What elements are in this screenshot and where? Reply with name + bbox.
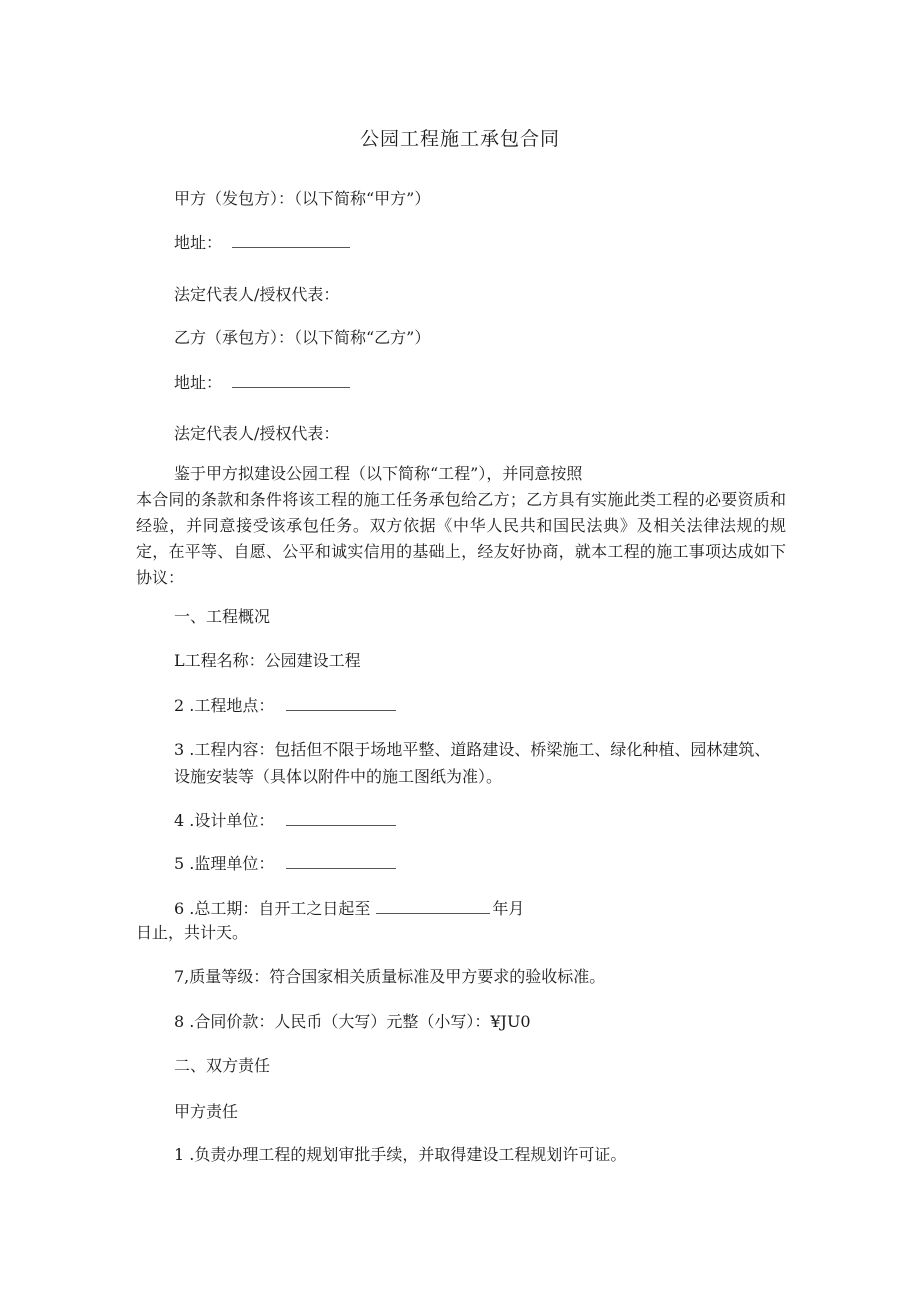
- location-blank: [286, 697, 396, 711]
- item-supervision-unit: 5 .监理单位：: [174, 851, 396, 874]
- address-label: 地址：: [174, 373, 223, 392]
- intro-paragraph: [136, 461, 786, 591]
- item-total-period-end: 日止，共计天。: [136, 923, 249, 942]
- duty-item-1: 1 .负责办理工程的规划审批手续，并取得建设工程规划许可证。: [174, 1145, 627, 1164]
- intro-body: 本合同的条款和条件将该工程的施工任务承包给乙方；乙方具有实施此类工程的必要资质和经验，并同意接受该承包任务。双方依据《中华人民共和国民法典》及相关法律法规的规定，在平等、自愿、公平和诚实信用的基础上，经友好协商，就本工程的施工事项达成如下协议：: [136, 490, 786, 587]
- party-b-address-line: [174, 370, 350, 393]
- supervision-unit-blank: [286, 855, 396, 869]
- item-contract-price: 8 .合同价款：人民币（大写）元整（小写）：¥JU0: [174, 1012, 531, 1031]
- item-project-location: 2 .工程地点：: [174, 693, 396, 716]
- party-a-representative: 法定代表人/授权代表：: [174, 285, 340, 304]
- party-a-line: 甲方（发包方）：（以下简称“甲方”）: [174, 189, 431, 208]
- item-total-period: 6 .总工期：自开工之日起至 年月: [174, 899, 525, 918]
- party-b-line: 乙方（承包方）：（以下简称“乙方”）: [174, 328, 431, 347]
- end-date-blank: [376, 900, 490, 914]
- section-heading-responsibilities: 二、双方责任: [174, 1056, 271, 1075]
- item-design-unit: 4 .设计单位：: [174, 808, 396, 831]
- party-a-address-line: [174, 230, 350, 253]
- address-blank: [232, 234, 350, 248]
- item-project-name: L工程名称：公园建设工程: [174, 651, 361, 670]
- item-project-content: 3 .工程内容：包括但不限于场地平整、道路建设、桥梁施工、绿化种植、园林建筑、设施安装等（具体以附件中的施工图纸为准）。: [174, 740, 771, 786]
- intro-first-line: 鉴于甲方拟建设公园工程（以下简称“工程”），并同意按照: [174, 464, 583, 483]
- address-label: 地址：: [174, 233, 223, 252]
- contract-title: 公园工程施工承包合同: [359, 128, 560, 150]
- party-a-duties-heading: 甲方责任: [174, 1102, 239, 1121]
- item-quality-grade: 7,质量等级：符合国家相关质量标准及甲方要求的验收标准。: [174, 967, 606, 986]
- design-unit-blank: [286, 812, 396, 826]
- address-blank: [232, 374, 350, 388]
- party-b-representative: 法定代表人/授权代表：: [174, 424, 340, 443]
- section-heading-overview: 一、工程概况: [174, 607, 271, 626]
